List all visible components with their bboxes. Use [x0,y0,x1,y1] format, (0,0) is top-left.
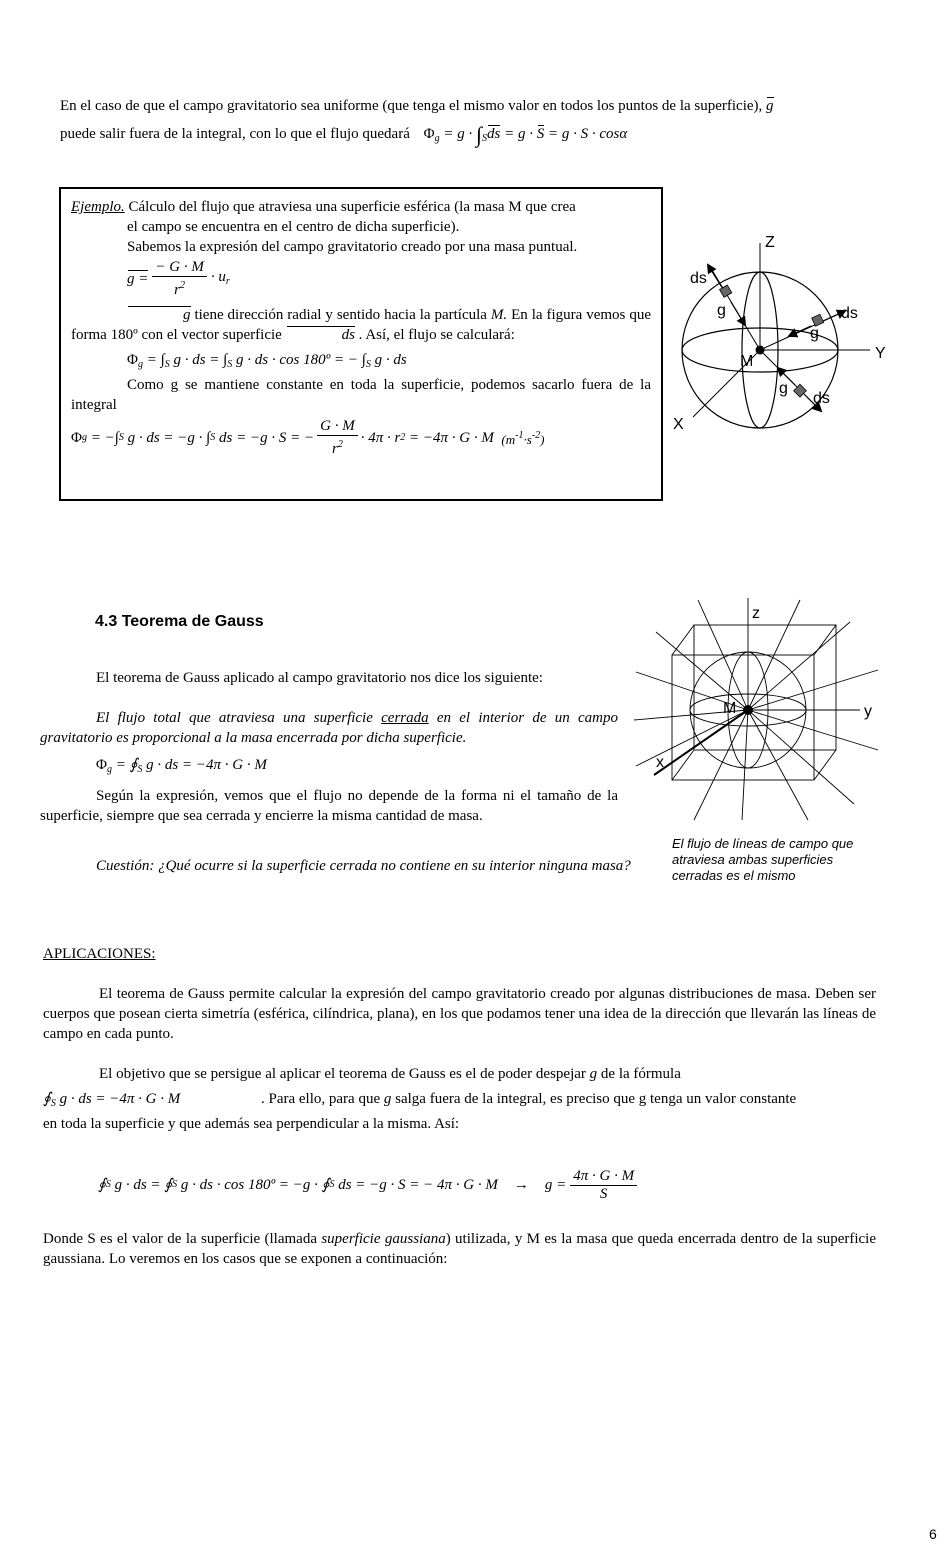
svg-text:g: g [717,302,726,319]
example-paragraph-2: g tiene dirección radial y sentido hacia la partícula M. En la figura vemos que forma 180º con el vector superficie ds . Así, el flujo se calculará: [71,307,651,343]
aplicaciones-heading: APLICACIONES: [43,946,156,962]
gauss-question: Cuestión: ¿Qué ocurre si la superficie cerrada no contiene en su interior ninguna masa? [96,858,631,874]
z-label: Z [765,234,775,251]
aplicaciones-paragraph-1: El teorema de Gauss permite calcular la expresión del campo gravitatorio creado por algunas distribuciones de masa. Deben ser cuerpos que posean cierta simetría (esférica, cilíndrica, plana), en los que podamos tener una idea de la dirección que llevarán las líneas de campo en cada punto. [43,986,876,1042]
example-intro: Ejemplo. Cálculo del flujo que atraviesa una superficie esférica (la masa M que crea [71,199,576,215]
g-vector-symbol: g [766,98,774,114]
mass-point [743,705,753,715]
gauss-body [40,668,618,826]
svg-text:ds: ds [690,270,707,287]
intro-paragraph [60,96,892,149]
gauss-surfaces-figure [632,592,892,832]
gauss-statement: El flujo total que atraviesa una superficie cerrada en el interior de un campo gravitatorio es proporcional a la masa encerrada por dicha superficie. [40,710,619,746]
sphere-flux-figure [665,225,905,435]
y-label: y [864,703,872,720]
gauss-formula: $\Phi_g$ = $∮_S$ g · ds = −4π · G · M [96,757,267,775]
intro-line-1: En el caso de que el campo gravitatorio sea uniforme (que tenga el mismo valor en todos los puntos de la superficie), g [60,98,774,114]
gauss-intro: El teorema de Gauss aplicado al campo gravitatorio nos dice los siguiente: [96,670,543,686]
svg-text:ds: ds [813,390,830,407]
x-label: x [656,754,664,771]
g-arrow-1 [731,302,745,325]
cube-back-face [694,625,836,750]
flux-formula-2: Φ g = −∫ S g · ds = −g · ∫ S ds = −g · S = − $\frac{G \cdot M}{r^2}$ · 4π · r 2 = −4π · G · M $(m^{-1}\cdot s^{-2})$ [71,418,545,457]
example-box: Ejemplo. Cálculo del flujo que atraviesa una superficie esférica (la masa M que crea el campo se encuentra en el centro de dicha superficie). Sabemos la expresión del campo gravitatorio creado por una masa puntual. g = $\frac{- G \cdot M}{r^2}$ · $u_r$ g tiene dirección radial y sentido hacia la partícula M. En la figura vemos que forma 180º con el vector superficie ds . Así, el flujo se calculará: $\Phi_g = \int_S$ g · ds = $\int_S$ g · ds · cos 180º = − $\int_S$ g · ds Como g se mantiene constante en toda la superficie, podemos sacarlo fuera de la integral Φ g = −∫ S g · ds = −g · ∫ S ds = −g · S = − $\frac{G \cdot M}{r^2}$ · 4π · r 2 = −4π · G · M $(m^{-1}\cdot s^{-2})$ [59,187,663,501]
units: $(m^{-1}\cdot s^{-2})$ [501,430,545,447]
gauss-inline-formula: $∮_S$ g · ds = −4π · G · M [43,1091,181,1109]
figure-caption: El flujo de líneas de campo que atraviesa ambas superficies cerradas es el mismo [672,836,854,883]
page-number: 6 [929,1526,937,1542]
aplicaciones-paragraph-3: Donde S es el valor de la superficie (llamada superficie gaussiana) utilizada, y M es la masa que queda encerrada dentro de la superficie gaussiana. Lo veremos en los casos que se exponen a continuación: [43,1231,876,1267]
gauss-paragraph-2: Según la expresión, vemos que el flujo no depende de la forma ni el tamaño de la superficie, siempre que sea cerrada y encierre la misma cantidad de masa. [40,788,618,824]
aplicaciones-paragraph-2b: $∮_S$ g · ds = −4π · G · M . Para ello, para que g salga fuera de la integral, es preciso que g tenga un valor constante [43,1084,876,1114]
y-label: Y [875,345,886,362]
svg-text:g: g [779,380,788,397]
g-arrow-2 [789,326,811,336]
gauss-heading: 4.3 Teorema de Gauss [95,613,264,630]
flux-formula-1: $\Phi_g = \int_S$ g · ds = $\int_S$ g · ds · cos 180º = − $\int_S$ g · ds [127,352,407,370]
svg-text:g: g [810,325,819,342]
example-paragraph-3: Como g se mantiene constante en toda la superficie, podemos sacarlo fuera de la integral [71,377,651,413]
m-label: M [723,700,737,717]
aplicaciones-paragraph-2a: El objetivo que se persigue al aplicar el teorema de Gauss es el de poder despejar g de la fórmula [99,1066,681,1082]
x-label: X [673,416,684,433]
intro-line-2: puede salir fuera de la integral, con lo que el flujo quedará $\Phi_g = g \cdot \int_Sds = g \cdot S = g \cdot S \cdot \cos\alpha$ [60,122,628,147]
point-mass-field-formula: g = $\frac{- G \cdot M}{r^2}$ · $u_r$ [127,259,230,298]
aplicaciones-body: El teorema de Gauss permite calcular la expresión del campo gravitatorio creado por algunas distribuciones de masa. Deben ser cuerpos que posean cierta simetría (esférica, cilíndrica, plana), en los que podamos tener una idea de la dirección que llevarán las líneas de campo en cada punto. El objetivo que se persigue al aplicar el teorema de Gauss es el de poder despejar g de la fórmula $∮_S$ g · ds = −4π · G · M . Para ello, para que g salga fuera de la integral, es preciso que g tenga un valor constante en toda la superficie y que además sea perpendicular a la misma. Así: [43,986,876,1132]
z-label: z [752,605,760,622]
uniform-flux-formula: $\Phi_g = g \cdot \int_Sds = g \cdot S = g \cdot S \cdot \cos\alpha$ [423,122,628,147]
example-title: Ejemplo. [71,199,125,215]
svg-text:ds: ds [841,305,858,322]
m-label: M [740,353,754,370]
gauss-derivation-formula: ∮ S g · ds = ∮ S g · ds · cos 180º = −g · ∮ S ds = −g · S = − 4π · G · M → g = $\frac{4\pi \cdot G \cdot M}{S}$ [98,1160,637,1210]
